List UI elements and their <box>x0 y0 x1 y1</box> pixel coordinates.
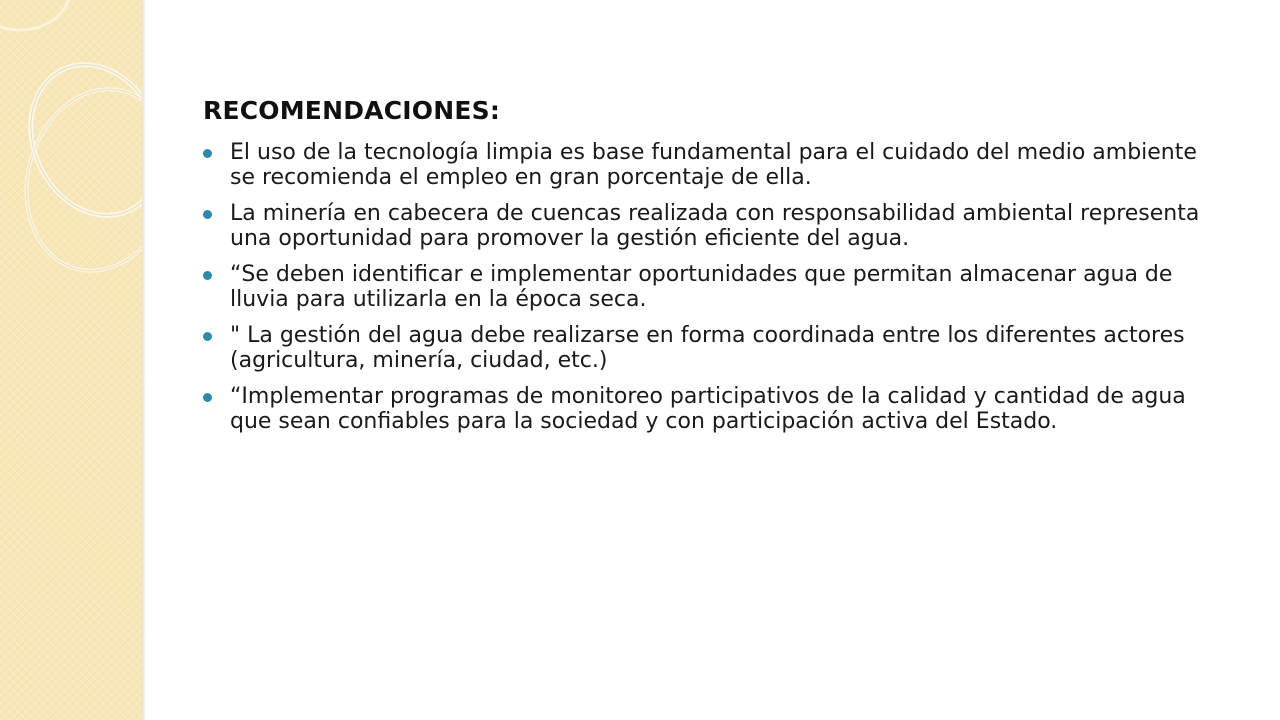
bullet-icon <box>203 393 212 402</box>
list-item-text: “Implementar programas de monitoreo participativos de la calidad y cantidad de agua que sean confiables para la sociedad y con participación activa del Estado. <box>230 384 1186 434</box>
list-item <box>203 323 1203 373</box>
slide-heading: RECOMENDACIONES: <box>203 96 501 125</box>
bullet-icon <box>203 149 212 158</box>
list-item-text: " La gestión del agua debe realizarse en forma coordinada entre los diferentes actores (agricultura, minería, ciudad, etc.) <box>230 323 1185 373</box>
list-item <box>203 201 1203 251</box>
list-item <box>203 384 1203 434</box>
list-item <box>203 262 1203 312</box>
recommendations-list <box>203 140 1203 434</box>
list-item-text: “Se deben identificar e implementar oportunidades que permitan almacenar agua de lluvia para utilizarla en la época seca. <box>230 262 1173 312</box>
list-item-text: El uso de la tecnología limpia es base fundamental para el cuidado del medio ambiente se recomienda el empleo en gran porcentaje de ella. <box>230 140 1197 190</box>
band-edge-shadow <box>142 0 146 720</box>
list-item <box>203 140 1203 190</box>
list-item-text: La minería en cabecera de cuencas realizada con responsabilidad ambiental representa una oportunidad para promover la gestión eficiente del agua. <box>230 201 1200 251</box>
bullet-icon <box>203 210 212 219</box>
slide-content <box>203 96 1203 445</box>
bullet-icon <box>203 332 212 341</box>
decorative-rings <box>0 0 142 720</box>
bullet-icon <box>203 271 212 280</box>
